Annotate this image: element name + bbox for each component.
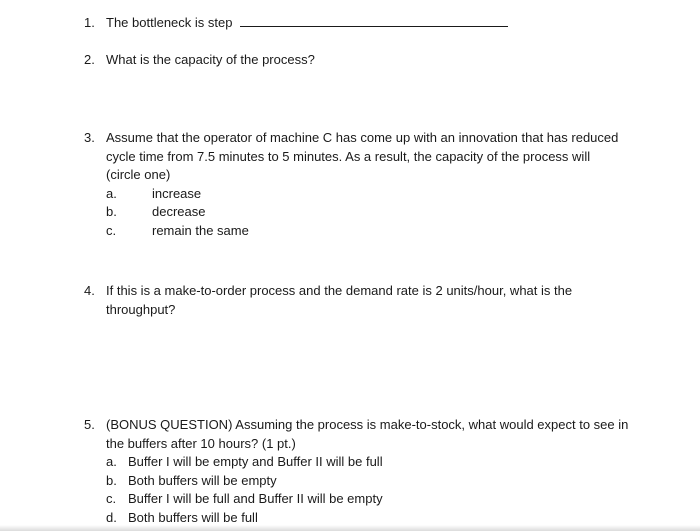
option-b[interactable]: [106, 203, 664, 222]
question-4: [84, 282, 664, 319]
option-text: decrease: [152, 204, 206, 219]
option-b[interactable]: [106, 472, 664, 491]
option-a[interactable]: [106, 185, 664, 204]
option-text: remain the same: [152, 222, 249, 238]
page-edge-shadow: [0, 525, 700, 531]
question-5: [84, 416, 664, 527]
question-text-line: (circle one): [106, 167, 171, 182]
option-text: Buffer I will be full and Buffer II will be empty: [128, 491, 383, 506]
answer-blank-line[interactable]: [240, 14, 508, 27]
question-number: 5.: [84, 417, 95, 432]
question-text: What is the capacity of the process?: [106, 52, 315, 67]
option-letter: b.: [106, 204, 117, 219]
option-c[interactable]: [106, 222, 664, 241]
option-letter: a.: [106, 185, 117, 201]
question-1: [84, 14, 664, 33]
option-text: Buffer I will be empty and Buffer II will be full: [128, 454, 383, 469]
question-3: [84, 129, 664, 240]
option-text: Both buffers will be full: [128, 509, 258, 525]
question-number: 2.: [84, 52, 95, 67]
question-text-line: throughput?: [106, 301, 176, 317]
question-text-line: If this is a make-to-order process and the demand rate is 2 units/hour, what is the: [106, 283, 573, 298]
question-text-line: the buffers after 10 hours? (1 pt.): [106, 435, 296, 451]
option-letter: c.: [106, 491, 117, 506]
question-number: 4.: [84, 283, 95, 298]
option-a[interactable]: [106, 453, 664, 472]
question-text-line: (BONUS QUESTION) Assuming the process is make-to-stock, what would expect to see in: [106, 417, 629, 432]
question-text-line: cycle time from 7.5 minutes to 5 minutes. As a result, the capacity of the process will: [106, 148, 591, 164]
question-text-line: Assume that the operator of machine C has come up with an innovation that has reduced: [106, 130, 619, 145]
option-letter: b.: [106, 472, 117, 488]
option-c[interactable]: [106, 490, 664, 509]
question-text: The bottleneck is step: [106, 15, 233, 30]
option-letter: c.: [106, 222, 117, 238]
question-number: 3.: [84, 130, 95, 145]
option-text: Both buffers will be empty: [128, 472, 277, 488]
option-letter: a.: [106, 454, 117, 469]
option-text: increase: [152, 185, 202, 201]
option-letter: d.: [106, 509, 117, 525]
question-2: [84, 51, 664, 70]
question-number: 1.: [84, 15, 95, 30]
